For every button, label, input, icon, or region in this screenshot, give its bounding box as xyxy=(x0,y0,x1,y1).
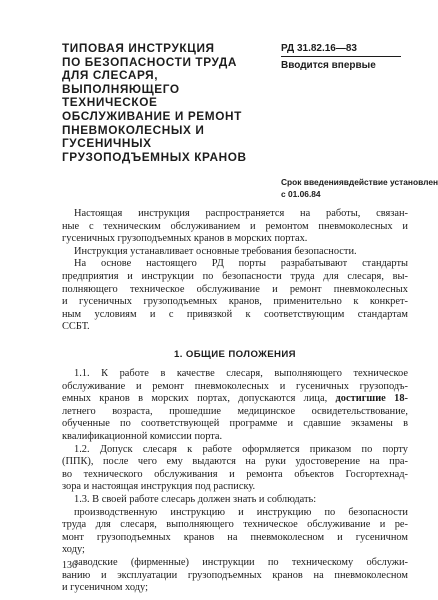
paragraph-line: 1.3. В своей работе слесарь должен знать и соблюдать: xyxy=(74,493,317,505)
section-heading: 1. ОБЩИЕ ПОЛОЖЕНИЯ xyxy=(174,349,296,360)
paragraph-text: емных кранов в морских портах, допускаются лица, xyxy=(62,393,328,405)
paragraph-line: ходу; xyxy=(62,544,85,556)
paragraph-line: Настоящая инструкция распространяется на работы, связан- xyxy=(74,208,408,219)
paragraph-line: летнего возраста, прошедшие медицинское освидетельствование, xyxy=(62,405,408,417)
paragraph-line: зора и настоящая инструкция под расписку. xyxy=(62,481,256,493)
paragraph-line: ванию и эксплуатации грузоподъемных кранов на пневмоколесном xyxy=(62,569,408,581)
paragraph-line: Инструкция устанавливает основные требования безопасности. xyxy=(74,245,357,257)
paragraph-line xyxy=(62,393,408,406)
effective-date-text: в xyxy=(343,177,349,187)
paragraph-line: ным условиям и с привязкой к соответствующим стандартам xyxy=(62,308,408,320)
introduction-note: Вводится впервые xyxy=(281,60,376,71)
page-number: 136 xyxy=(62,560,77,571)
title-line: ГРУЗОПОДЪЕМНЫХ КРАНОВ xyxy=(62,149,247,164)
title-line: ПО БЕЗОПАСНОСТИ ТРУДА xyxy=(62,54,237,69)
intro-paragraphs xyxy=(62,208,408,334)
paragraph-line: обслуживание и ремонт пневмоколесных и гусеничных грузоподъ- xyxy=(62,380,408,392)
title-line: ВЫПОЛНЯЮЩЕГО xyxy=(62,81,180,96)
effective-date: с 01.06.84 xyxy=(281,189,321,199)
document-title xyxy=(62,42,272,164)
paragraph-line: ные с техническим обслуживанием и ремонтом пневмоколесных и xyxy=(62,220,408,232)
effective-date-block xyxy=(281,176,438,200)
effective-date-text: Срок введения xyxy=(281,177,344,187)
paragraph-line: ССБТ. xyxy=(62,321,90,333)
title-line: ПНЕВМОКОЛЕСНЫХ И xyxy=(62,122,205,137)
paragraph-line: предприятия и инструкции по безопасности труда для слесаря, вы- xyxy=(62,270,408,282)
title-line: ДЛЯ СЛЕСАРЯ, xyxy=(62,68,159,83)
paragraph-line: заводские (фирменные) инструкции по техническому обслужи- xyxy=(74,556,408,568)
paragraph-line: и гусеничном ходу; xyxy=(62,582,148,594)
paragraph-line: квалификационной комиссии порта. xyxy=(62,430,223,442)
paragraph-line: монт грузоподъемных кранов на пневмоколесном и гусеничном xyxy=(62,531,408,543)
paragraph-line: обученные по соответствующей программе и сдавшие экзамены в xyxy=(62,418,408,430)
paragraph-line: производственную инструкцию и инструкцию по безопасности xyxy=(74,506,408,518)
title-line: ГУСЕНИЧНЫХ xyxy=(62,136,152,151)
paragraph-line: труда для слесаря, выполняющего техническое обслуживание и ре- xyxy=(62,519,408,531)
paragraph-line: гусеничных грузоподъемных кранов в морских портах. xyxy=(62,233,308,245)
paragraph-text-bold: достигшие 18- xyxy=(335,393,408,405)
title-line: ТЕХНИЧЕСКОЕ xyxy=(62,95,158,110)
paragraph-line: 1.1. К работе в качестве слесаря, выполняющего техническое xyxy=(74,368,408,379)
paragraph-line: полняющего техническое обслуживание и ремонт пневмоколесных xyxy=(62,283,408,295)
title-line: ТИПОВАЯ ИНСТРУКЦИЯ xyxy=(62,41,215,55)
effective-date-line xyxy=(281,176,438,188)
effective-date-text: действие установлен xyxy=(348,177,438,187)
paragraph-line: во технического обслуживания и ремонта объектов Госгортехнад- xyxy=(62,468,408,480)
paragraph-line: 1.2. Допуск слесаря к работе оформляется приказом по порту xyxy=(74,443,408,455)
paragraph-line: На основе настоящего РД порты разрабатывают стандарты xyxy=(74,258,408,270)
paragraph-line: (ППК), после чего ему выдаются на руки удостоверение на пра- xyxy=(62,456,408,468)
section-body xyxy=(62,368,408,595)
title-line: ОБСЛУЖИВАНИЕ И РЕМОНТ xyxy=(62,108,242,123)
document-code-block xyxy=(281,42,401,72)
document-code: РД 31.82.16—83 xyxy=(281,42,401,57)
paragraph-line: и гусеничных грузоподъемных кранов, применительно к конкрет- xyxy=(62,296,408,308)
